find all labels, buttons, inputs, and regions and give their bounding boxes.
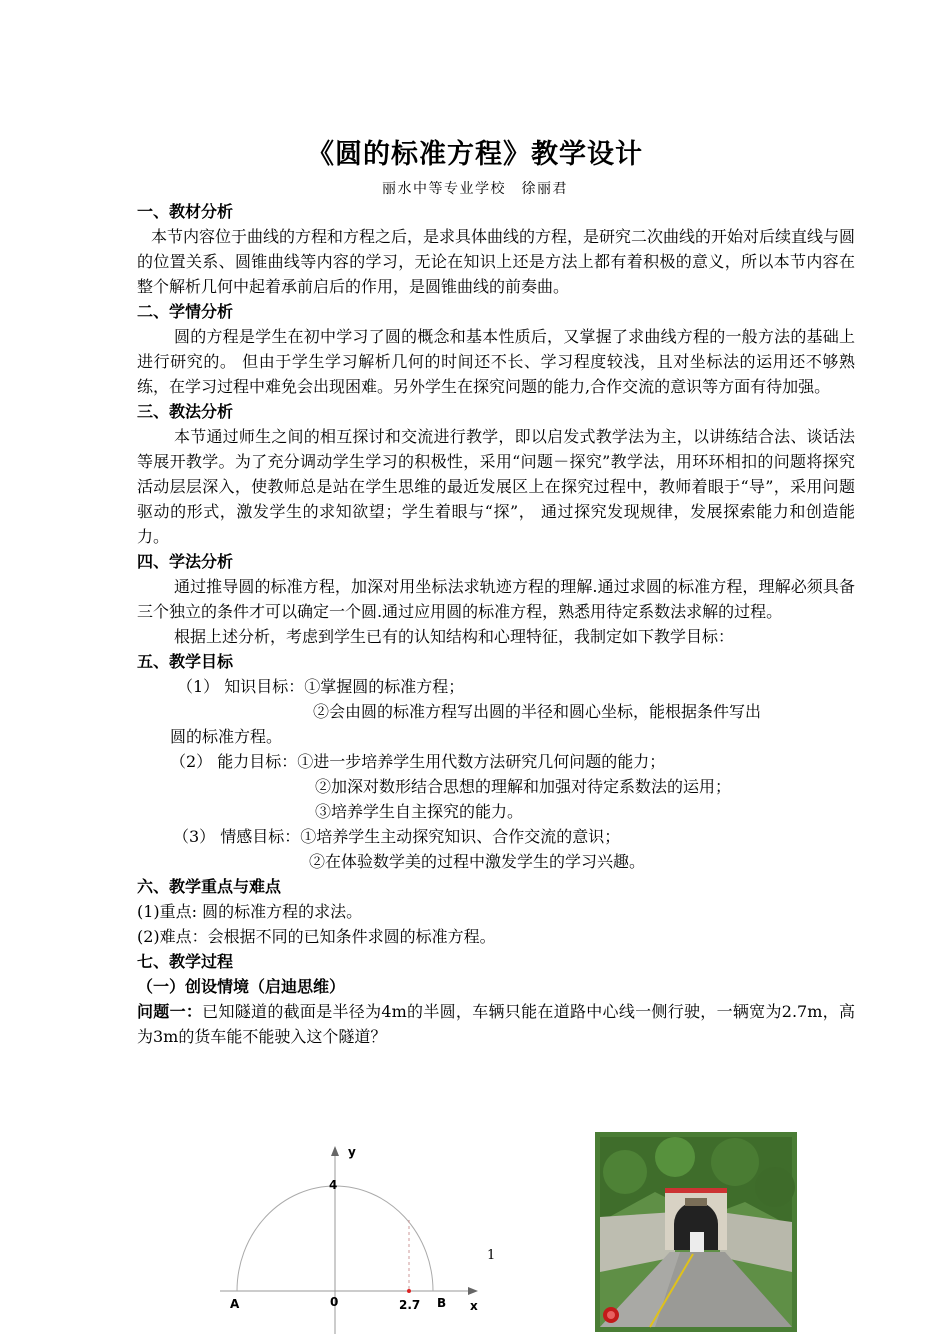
section-heading-3: 三、教法分析 — [137, 402, 234, 421]
goal-emotion-2: ②在体验数学美的过程中激发学生的学习兴趣。 — [309, 852, 646, 871]
subsection-heading: （一）创设情境（启迪思维） — [137, 977, 346, 996]
section-heading-6: 六、教学重点与难点 — [137, 877, 282, 896]
goal-ability-2: ②加深对数形结合思想的理解和加强对待定系数法的运用； — [315, 777, 732, 796]
section-text-1: 本节内容位于曲线的方程和方程之后，是求具体曲线的方程，是研究二次曲线的开始对后续直线与圆的位置关系、圆锥曲线等内容的学习，无论在知识上还是方法上都有着积极的意义，所以本节内容在整个解析几何中起着承前启后的作用，是圆锥曲线的前奏曲。 — [137, 227, 856, 296]
goal-knowledge-3: 圆的标准方程。 — [170, 727, 283, 746]
label-x: x — [470, 1299, 478, 1313]
tunnel-diagram — [180, 1138, 500, 1338]
goal-knowledge-1: （1） 知识目标：①掌握圆的标准方程； — [177, 677, 465, 696]
goal-emotion-1: （3） 情感目标：①培养学生主动探究知识、合作交流的意识； — [173, 827, 621, 846]
label-4: 4 — [329, 1178, 338, 1192]
document-title: 《圆的标准方程》教学设计 — [307, 139, 643, 170]
goal-ability-3: ③培养学生自主探究的能力。 — [315, 802, 524, 821]
difficult-point: (2)难点：会根据不同的已知条件求圆的标准方程。 — [137, 927, 496, 946]
y-axis-arrow — [331, 1146, 339, 1156]
label-origin: 0 — [330, 1295, 339, 1309]
section-text-2: 圆的方程是学生在初中学习了圆的概念和基本性质后，又掌握了求曲线方程的一般方法的基础上进行研究的。 但由于学生学习解析几何的时间还不长、学习程度较浅，且对坐标法的运用还不够熟练，在学习过程中难免会出现困难。另外学生在探究问题的能力,合作交流的意识等方面有待加强。 — [137, 327, 855, 396]
label-A: A — [230, 1297, 240, 1311]
goal-ability-1: （2） 能力目标：①进一步培养学生用代数方法研究几何问题的能力； — [170, 752, 666, 771]
label-y: y — [348, 1145, 356, 1159]
section-heading-1: 一、教材分析 — [137, 202, 234, 221]
tunnel-photo — [595, 1132, 797, 1332]
section-heading-2: 二、学情分析 — [137, 302, 234, 321]
label-2-7: 2.7 — [399, 1298, 421, 1312]
key-point: (1)重点: 圆的标准方程的求法。 — [137, 902, 363, 921]
section-heading-5: 五、教学目标 — [137, 652, 234, 671]
label-B: B — [437, 1296, 447, 1310]
point-2-7 — [407, 1289, 411, 1293]
section-text-4: 通过推导圆的标准方程，加深对用坐标法求轨迹方程的理解.通过求圆的标准方程，理解必须具备三个独立的条件才可以确定一个圆.通过应用圆的标准方程，熟悉用待定系数法求解的过程。 — [137, 577, 855, 621]
author-line: 丽水中等专业学校 徐丽君 — [382, 181, 568, 197]
question-one — [137, 999, 855, 1049]
section-heading-4: 四、学法分析 — [137, 552, 234, 571]
section-heading-7: 七、教学过程 — [137, 952, 234, 971]
question-label: 问题一： — [137, 1002, 203, 1021]
page-number: 1 — [487, 1248, 496, 1263]
section-text-4b: 根据上述分析，考虑到学生已有的认知结构和心理特征，我制定如下教学目标： — [174, 627, 735, 646]
goal-knowledge-2: ②会由圆的标准方程写出圆的半径和圆心坐标，能根据条件写出 — [313, 702, 762, 721]
x-axis-arrow — [468, 1287, 478, 1295]
document-body — [137, 199, 855, 1049]
section-text-3: 本节通过师生之间的相互探讨和交流进行教学，即以启发式教学法为主，以讲练结合法、谈话法等展开教学。为了充分调动学生学习的积极性，采用“问题－探究”教学法，用环环相扣的问题将探究活动层层深入，使教师总是站在学生思维的最近发展区上在探究过程中，教师着眼于“导”，采用问题驱动的形式，激发学生的求知欲望；学生着眼与“探”， 通过探究发现规律，发展探索能力和创造能力。 — [137, 427, 855, 546]
question-text: 已知隧道的截面是半径为4m的半圆，车辆只能在道路中心线一侧行驶，一辆宽为2.7m，高为3m的货车能不能驶入这个隧道？ — [137, 1002, 855, 1046]
